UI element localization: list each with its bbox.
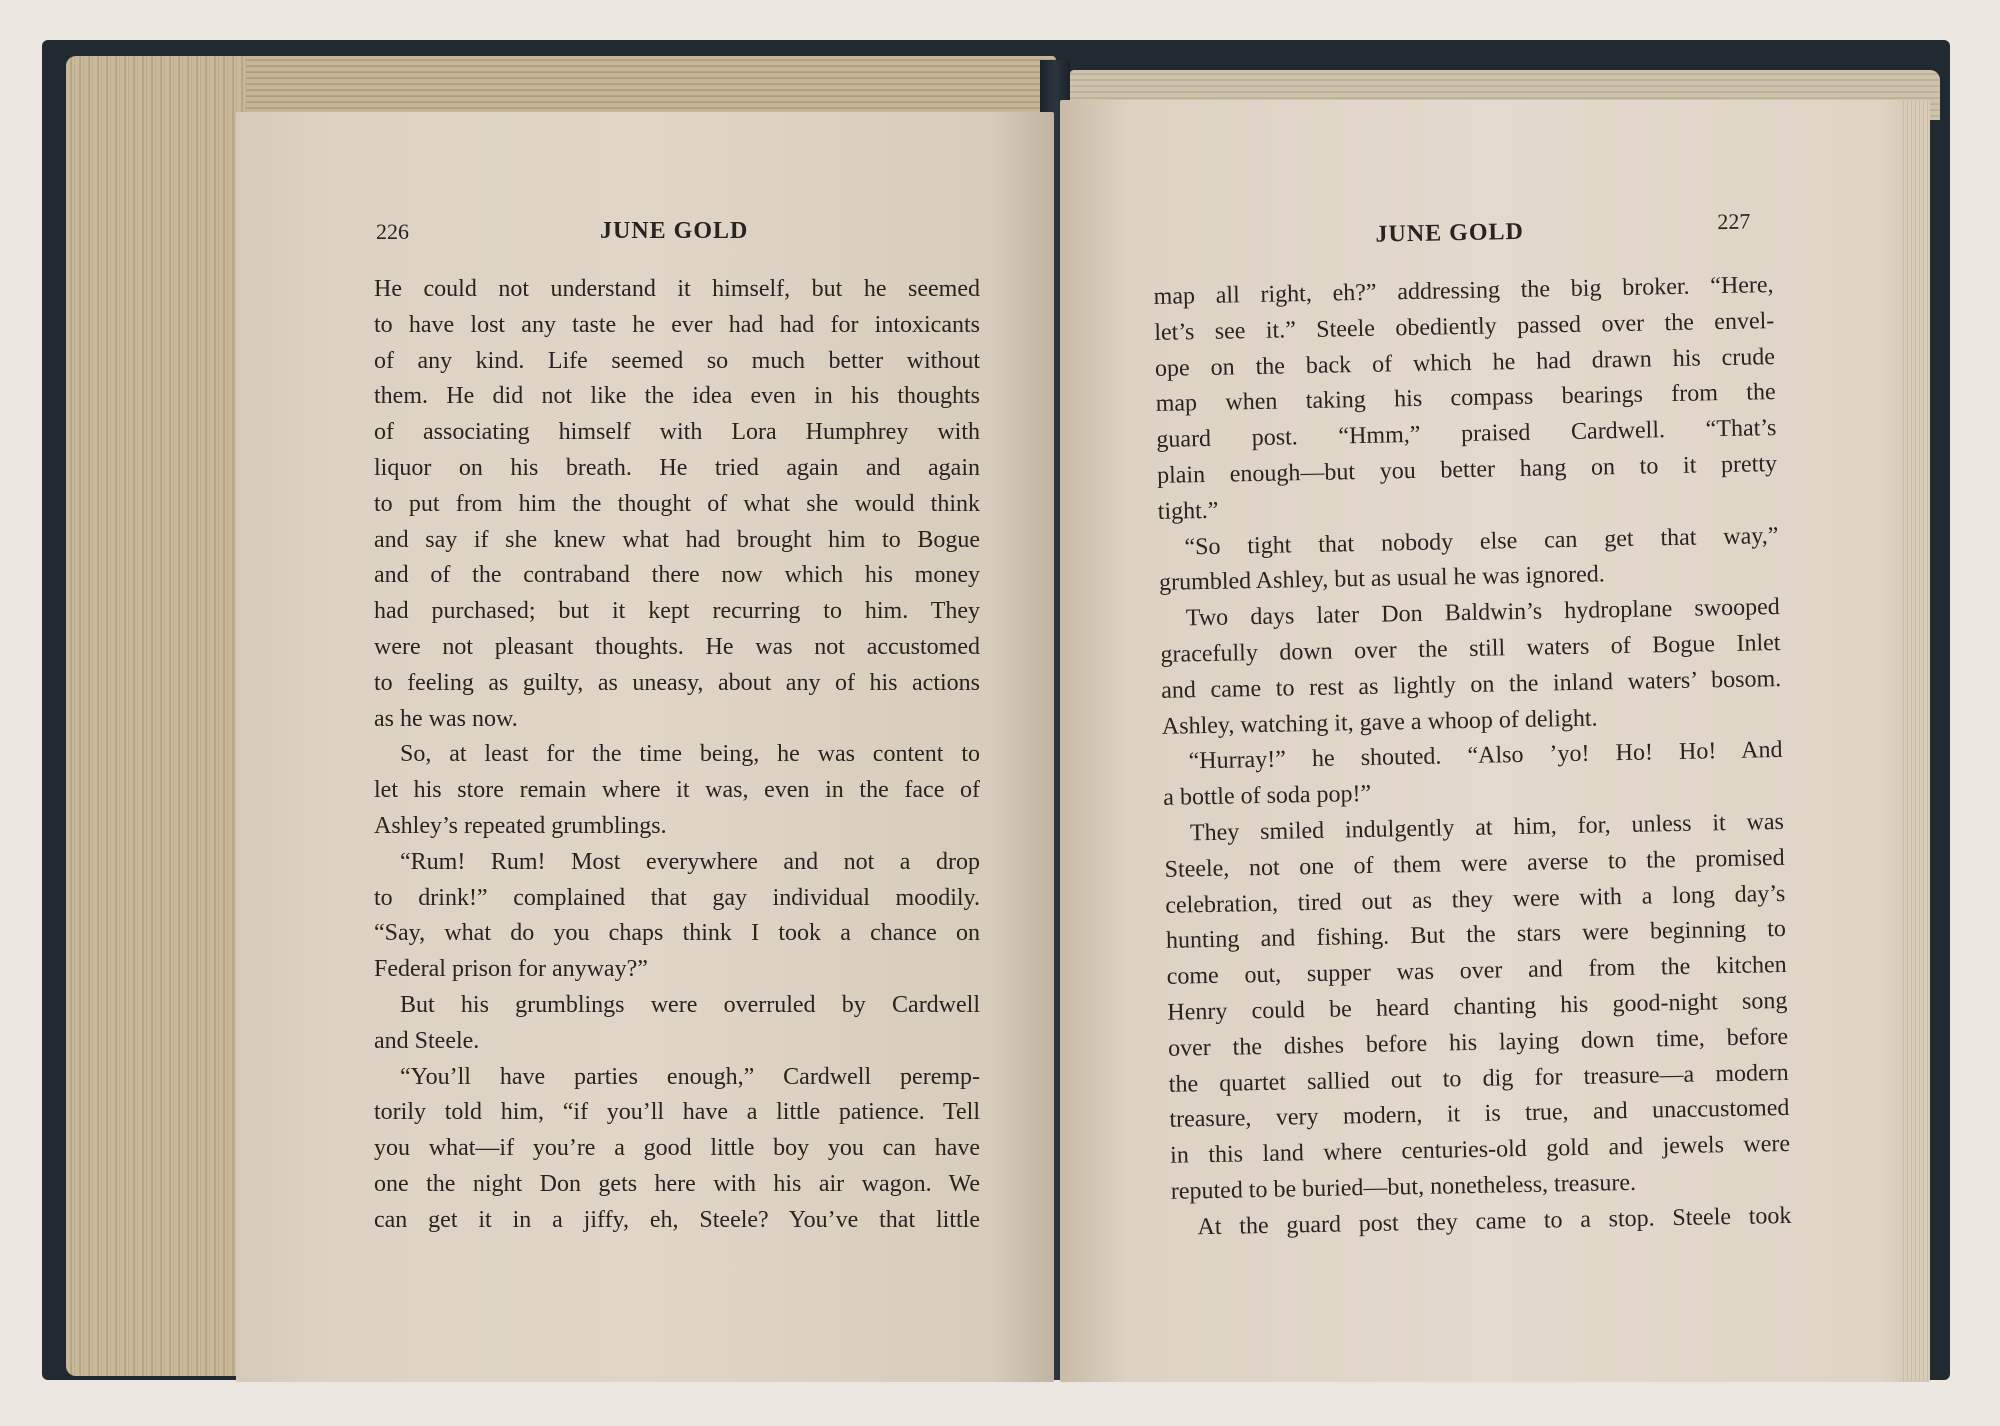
text-line: Steele, not one of them were averse to the promised (1164, 844, 1785, 883)
text-line: celebration, tired out as they were with a long day’s (1165, 880, 1786, 919)
text-line: to drink!” complained that gay individual moodily. (374, 884, 980, 911)
left-page-text (374, 272, 980, 1239)
text-line: hunting and fishing. But the stars were beginning to (1165, 916, 1787, 955)
text-line: and came to rest as lightly on the inland waters’ bosom. (1160, 665, 1782, 704)
text-line: But his grumblings were overruled by Cardwell (400, 991, 980, 1018)
text-line: Ashley, watching it, gave a whoop of delight. (1161, 705, 1598, 740)
text-line: as he was now. (374, 705, 518, 732)
text-line: “Hurray!” he shouted. “Also ’yo! Ho! Ho! And (1188, 737, 1783, 775)
text-line: torily told him, “if you’ll have a little patience. Tell (374, 1099, 980, 1126)
text-line: They smiled indulgently at him, for, unless it was (1189, 808, 1785, 847)
text-line: come out, supper was over and from the kitchen (1166, 952, 1787, 990)
text-line: map all right, eh?” addressing the big broker. “Here, (1153, 272, 1774, 310)
right-running-head: JUNE GOLD (1375, 218, 1525, 248)
text-line: them. He did not like the idea even in his thoughts (374, 383, 980, 410)
text-line: “You’ll have parties enough,” Cardwell peremp- (400, 1063, 980, 1090)
text-line: treasure, very modern, it is true, and unaccustomed (1169, 1095, 1790, 1134)
text-line: can get it in a jiffy, eh, Steele? You’ve that little (374, 1206, 980, 1233)
text-line: were not pleasant thoughts. He was not accustomed (374, 633, 980, 660)
text-line: Ashley’s repeated grumblings. (374, 812, 667, 839)
text-line: you what—if you’re a good little boy you can have (374, 1135, 980, 1162)
text-line: ope on the back of which he had drawn his crude (1154, 343, 1776, 382)
text-line: “Rum! Rum! Most everywhere and not a drop (400, 848, 980, 875)
text-line: and say if she knew what had brought him to Bogue (374, 526, 980, 553)
text-line: in this land where centuries-old gold and jewels were (1169, 1131, 1791, 1169)
text-line: to feeling as guilty, as uneasy, about any of his actions (374, 669, 980, 696)
text-line: plain enough—but you better hang on to it pretty (1156, 450, 1778, 489)
text-line: let’s see it.” Steele obediently passed over the envel- (1154, 307, 1775, 346)
text-line: and of the contraband there now which his money (374, 562, 980, 589)
text-line: Federal prison for anyway?” (374, 956, 648, 983)
text-line: map when taking his compass bearings from the (1155, 379, 1776, 418)
text-line: over the dishes before his laying down time, before (1167, 1023, 1789, 1062)
text-line: of associating himself with Lora Humphrey with (374, 419, 980, 446)
right-page-number: 227 (1717, 208, 1751, 235)
text-line: So, at least for the time being, he was content to (400, 741, 980, 768)
text-line: reputed to be buried—but, nonetheless, treasure. (1170, 1169, 1637, 1205)
text-line: a bottle of soda pop!” (1163, 781, 1372, 812)
text-line: He could not understand it himself, but he seemed (374, 276, 980, 302)
text-line: and Steele. (374, 1027, 480, 1054)
text-line: tight.” (1157, 497, 1219, 525)
text-line: one the night Don gets here with his air wagon. We (374, 1170, 980, 1197)
text-line: liquor on his breath. He tried again and again (374, 454, 980, 481)
text-line: to put from him the thought of what she would think (374, 490, 980, 517)
right-page-text (1153, 268, 1791, 1246)
text-line: guard post. “Hmm,” praised Cardwell. “That’s (1156, 415, 1777, 454)
left-page-number: 226 (376, 219, 409, 244)
right-page-content (1150, 198, 1810, 1260)
text-line: Two days later Don Baldwin’s hydroplane swooped (1185, 594, 1780, 632)
left-running-head: JUNE GOLD (600, 218, 749, 244)
page-stack-left-edge (66, 56, 246, 1376)
text-line: had purchased; but it kept recurring to him. They (374, 598, 980, 625)
text-line: of any kind. Life seemed so much better without (374, 347, 980, 374)
text-line: the quartet sallied out to dig for treasure—a modern (1168, 1059, 1789, 1098)
text-line: At the guard post they came to a stop. Steele took (1197, 1202, 1792, 1240)
text-line: gracefully down over the still waters of Bogue Inlet (1160, 629, 1781, 668)
text-line: Henry could be heard chanting his good-night song (1167, 987, 1788, 1026)
page-stack-right-edge (1900, 100, 1930, 1382)
text-line: let his store remain where it was, even in the face of (374, 777, 980, 804)
text-line: “Say, what do you chaps think I took a chance on (374, 920, 980, 947)
text-line: grumbled Ashley, but as usual he was ignored. (1158, 561, 1606, 597)
text-line: to have lost any taste he ever had had for intoxicants (374, 311, 980, 338)
text-line: “So tight that nobody else can get that way,” (1184, 522, 1779, 560)
